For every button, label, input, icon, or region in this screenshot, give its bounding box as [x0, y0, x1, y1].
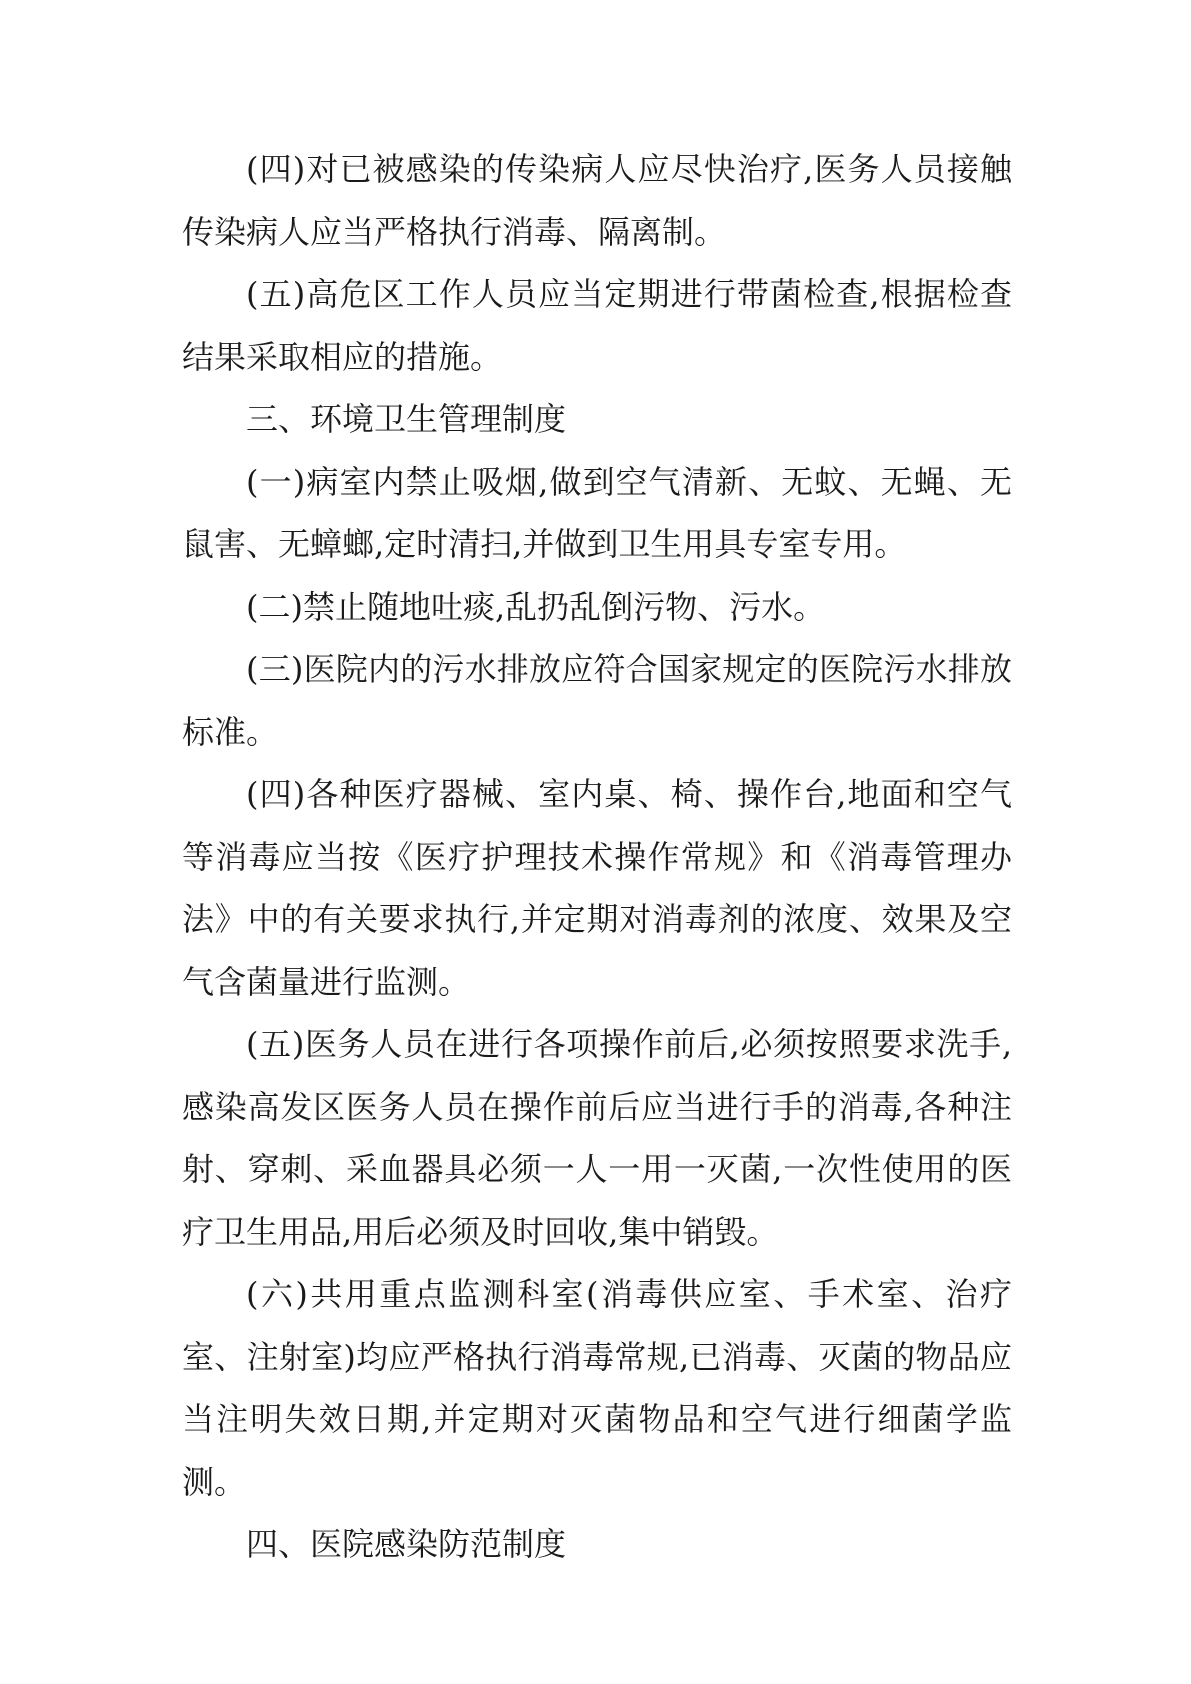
- paragraph-5: (二)禁止随地吐痰,乱扔乱倒污物、污水。: [246, 587, 826, 626]
- paragraph-8: (五)医务人员在进行各项操作前后,必须按照要求洗手,感染高发区医务人员在操作前后应当进行手的消毒,各种注射、穿刺、采血器具必须一人一用一灭菌,一次性使用的医疗卫生用品,用后必须及时回收,集中销毁。: [182, 1025, 1012, 1251]
- paragraph-6: (三)医院内的污水排放应符合国家规定的医院污水排放标准。: [182, 650, 1012, 751]
- section-heading-4: 四、医院感染防范制度: [246, 1525, 567, 1563]
- paragraph-1: (四)对已被感染的传染病人应尽快治疗,医务人员接触传染病人应当严格执行消毒、隔离制。: [182, 150, 1012, 251]
- paragraph-7: (四)各种医疗器械、室内桌、椅、操作台,地面和空气等消毒应当按《医疗护理技术操作常规》和《消毒管理办法》中的有关要求执行,并定期对消毒剂的浓度、效果及空气含菌量进行监测。: [182, 775, 1012, 1001]
- paragraph-9: (六)共用重点监测科室(消毒供应室、手术室、治疗室、注射室)均应严格执行消毒常规,已消毒、灭菌的物品应当注明失效日期,并定期对灭菌物品和空气进行细菌学监测。: [182, 1275, 1012, 1501]
- paragraph-4: (一)病室内禁止吸烟,做到空气清新、无蚊、无蝇、无鼠害、无蟑螂,定时清扫,并做到卫生用具专室专用。: [182, 462, 1012, 563]
- document-body: [182, 138, 1012, 1576]
- paragraph-2: (五)高危区工作人员应当定期进行带菌检查,根据检查结果采取相应的措施。: [182, 275, 1012, 376]
- section-heading-3: 三、环境卫生管理制度: [246, 400, 567, 438]
